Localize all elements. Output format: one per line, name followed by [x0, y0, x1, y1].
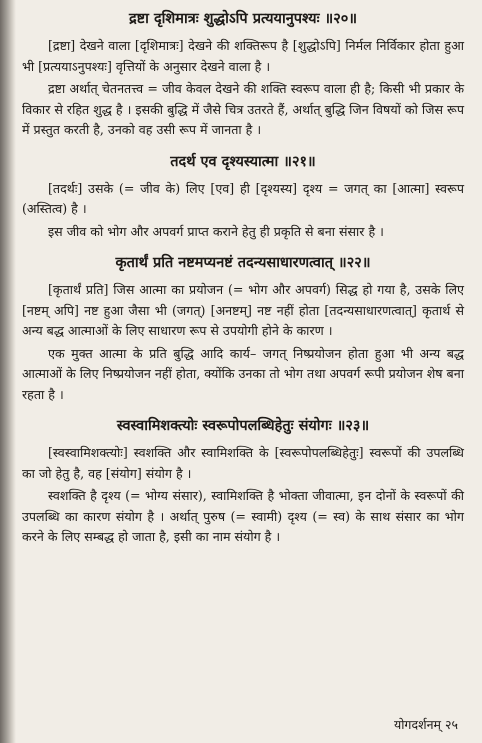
commentary-paragraph: स्वशक्ति है दृश्य (= भोग्य संसार), स्वामिशक्ति है भोक्ता जीवात्मा, इन दोनों के स्वरूपों की उपलब्धि का कारण संयोग है । अर्थात् पुरुष (= स्वामी) दृश्य (= स्व) के साथ संसार का भोग करने के लिए सम्बद्ध हो जाता है, इसी का नाम संयोग है ।: [22, 488, 464, 544]
commentary-paragraph: द्रष्टा अर्थात् चेतनतत्त्व = जीव केवल देखने की शक्ति स्वरूप वाला ही है; किसी भी प्रकार के विकार से रहित शुद्ध है । इसकी बुद्धि में जैसे चित्र उतरते हैं, अर्थात् बुद्धि जिन विषयों को जिस रूप में प्रस्तुत करती है, उनको वह उसी रूप में जानता है ।: [22, 81, 464, 137]
section-sutra-21: [22, 151, 464, 243]
sutra-heading: स्वस्वामिशक्त्योः स्वरूपोपलब्धिहेतुः संयोगः ॥२३॥: [116, 417, 370, 434]
commentary-paragraph: एक मुक्त आत्मा के प्रति बुद्धि आदि कार्य– जगत् निष्प्रयोजन होता हुआ भी अन्य बद्ध आत्माओं के लिए निष्प्रयोजन नहीं होता, क्योंकि उनका तो भोग तथा अपवर्ग रूपी प्रयोजन शेष बना रहता है ।: [22, 345, 464, 402]
commentary-paragraph: [द्रष्टा] देखने वाला [दृशिमात्रः] देखने की शक्तिरूप है [शुद्धोऽपि] निर्मल निर्विकार होता हुआ भी [प्रत्ययाऽनुपश्यः] वृत्तियों के अनुसार देखने वाला है ।: [22, 38, 464, 74]
section-sutra-20: [22, 8, 464, 141]
page-footer: योगदर्शनम् २५: [393, 717, 458, 732]
sutra-heading: कृतार्थं प्रति नष्टमप्यनष्टं तदन्यसाधारणत्वात् ॥२२॥: [115, 254, 371, 271]
section-sutra-23: [22, 415, 464, 548]
sutra-heading: द्रष्टा दृशिमात्रः शुद्धोऽपि प्रत्ययानुपश्यः ॥२०॥: [128, 10, 358, 27]
commentary-paragraph: इस जीव को भोग और अपवर्ग प्राप्त कराने हेतु ही प्रकृति से बना संसार है ।: [48, 223, 384, 239]
commentary-paragraph: [तदर्थः] उसके (= जीव के) लिए [एव] ही [दृश्यस्य] दृश्य = जगत् का [आत्मा] स्वरूप (अस्तित्व) है ।: [22, 180, 464, 216]
commentary-paragraph: [स्वस्वामिशक्त्योः] स्वशक्ति और स्वामिशक्ति के [स्वरूपोपलब्धिहेतुः] स्वरूपों की उपलब्धि का जो हेतु है, वह [संयोग] संयोग है ।: [22, 445, 464, 481]
section-sutra-22: [22, 252, 464, 405]
commentary-paragraph: [कृतार्थं प्रति] जिस आत्मा का प्रयोजन (= भोग और अपवर्ग) सिद्ध हो गया है, उसके लिए [नष्टम् अपि] नष्ट हुआ जैसा भी (जगत्) [अनष्टम्] नष्ट नहीं होता [तदन्यसाधारणत्वात्] कृतार्थ से अन्य बद्ध आत्माओं के लिए साधारण रूप से उपयोगी होने के कारण ।: [22, 282, 464, 338]
sutra-heading: तदर्थ एव दृश्यस्यात्मा ॥२१॥: [170, 152, 316, 170]
